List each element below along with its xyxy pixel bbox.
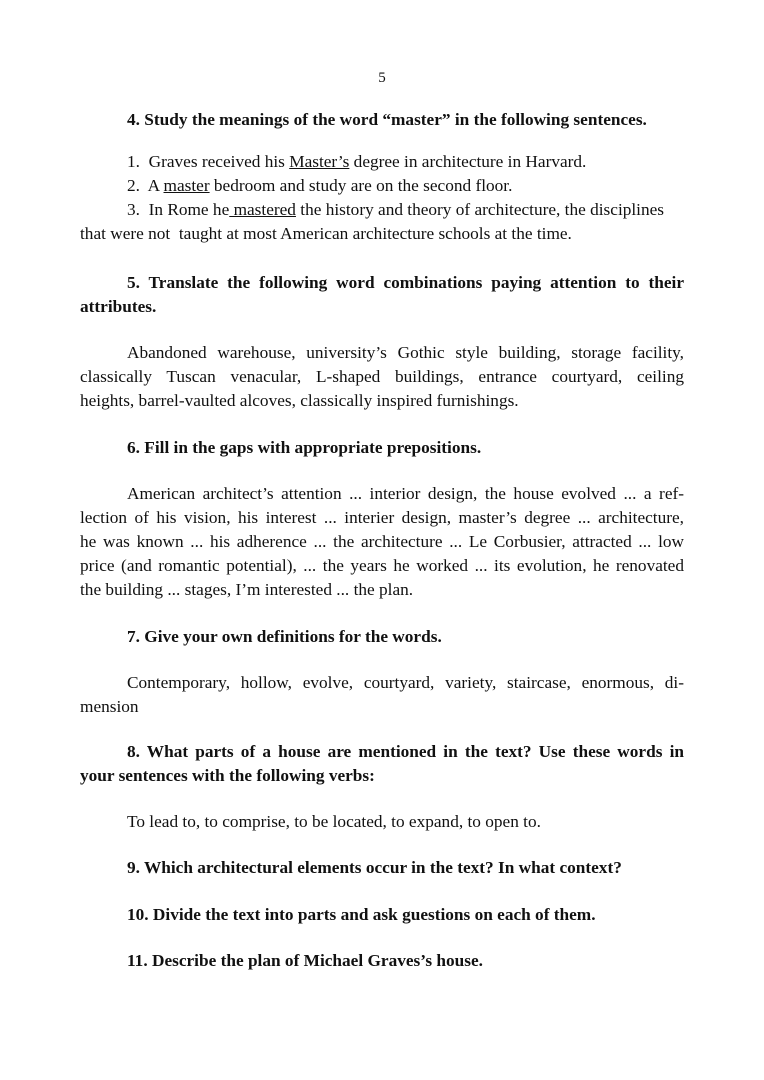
item-text: A xyxy=(147,176,164,195)
item-continuation: that were not taught at most American architecture schools at the time. xyxy=(80,224,572,243)
item-text: degree in architecture in Harvard. xyxy=(349,152,587,171)
heading-text: 4. Study the meanings of the word “master” in the following sentences. xyxy=(127,110,647,129)
item-number: 1. xyxy=(127,152,140,171)
text-line: Abandoned warehouse, university’s Gothic style building, storage facility, xyxy=(127,343,684,362)
item-text: Graves received his xyxy=(148,152,290,171)
task7-heading xyxy=(80,625,684,649)
task9-heading xyxy=(80,856,684,880)
text-line: To lead to, to comprise, to be located, to expand, to open to. xyxy=(127,812,541,831)
heading-line: attributes. xyxy=(80,297,157,316)
task6-heading xyxy=(80,436,684,460)
heading-text: 6. Fill in the gaps with appropriate prepositions. xyxy=(127,438,482,457)
item-text: the history and theory of architecture, the disciplines xyxy=(295,200,665,219)
list-item xyxy=(80,150,684,174)
underlined-word: mastered xyxy=(229,200,296,219)
task4-list xyxy=(80,150,684,246)
text-line: classically Tuscan venacular, L-shaped buildings, entrance courtyard, ceiling xyxy=(80,367,684,386)
text-line: price (and romantic potential), ... the years he worked ... its evolution, he renovated xyxy=(80,556,684,575)
list-item xyxy=(80,174,684,198)
item-number: 2. xyxy=(127,176,140,195)
text-line: Contemporary, hollow, evolve, courtyard, variety, staircase, enormous, di- xyxy=(127,673,684,692)
task7-text xyxy=(80,671,684,719)
task8-text xyxy=(80,810,684,834)
heading-text: 9. Which architectural elements occur in the text? In what context? xyxy=(127,858,622,877)
heading-line: your sentences with the following verbs: xyxy=(80,766,375,785)
task10-heading xyxy=(80,903,684,927)
text-line: lection of his vision, his interest ... interier design, master’s degree ... architecture, xyxy=(80,508,684,527)
item-number: 3. xyxy=(127,200,140,219)
underlined-word: master xyxy=(163,176,210,195)
heading-text: 10. Divide the text into parts and ask guestions on each of them. xyxy=(127,905,596,924)
text-line: mension xyxy=(80,697,139,716)
task8-heading xyxy=(80,740,684,788)
heading-line: 8. What parts of a house are mentioned in the text? Use these words in xyxy=(127,742,684,761)
list-item xyxy=(80,198,684,222)
task4-heading xyxy=(80,108,684,132)
task6-text xyxy=(80,482,684,602)
item-text: In Rome he xyxy=(148,200,230,219)
task5-heading xyxy=(80,271,684,319)
underlined-word: Master’s xyxy=(289,152,350,171)
task11-heading xyxy=(80,949,684,973)
text-line: he was known ... his adherence ... the architecture ... Le Corbusier, attracted ... low xyxy=(80,532,684,551)
item-text: bedroom and study are on the second floor. xyxy=(209,176,513,195)
text-line: the building ... stages, I’m interested ... the plan. xyxy=(80,580,414,599)
text-line: American architect’s attention ... interior design, the house evolved ... a ref- xyxy=(127,484,684,503)
task5-text xyxy=(80,341,684,413)
heading-text: 7. Give your own definitions for the words. xyxy=(127,627,442,646)
heading-text: 11. Describe the plan of Michael Graves’s house. xyxy=(127,951,483,970)
page-number: 5 xyxy=(378,70,386,86)
heading-line: 5. Translate the following word combinations paying attention to their xyxy=(127,273,684,292)
text-line: heights, barrel-vaulted alcoves, classically inspired furnishings. xyxy=(80,391,519,410)
